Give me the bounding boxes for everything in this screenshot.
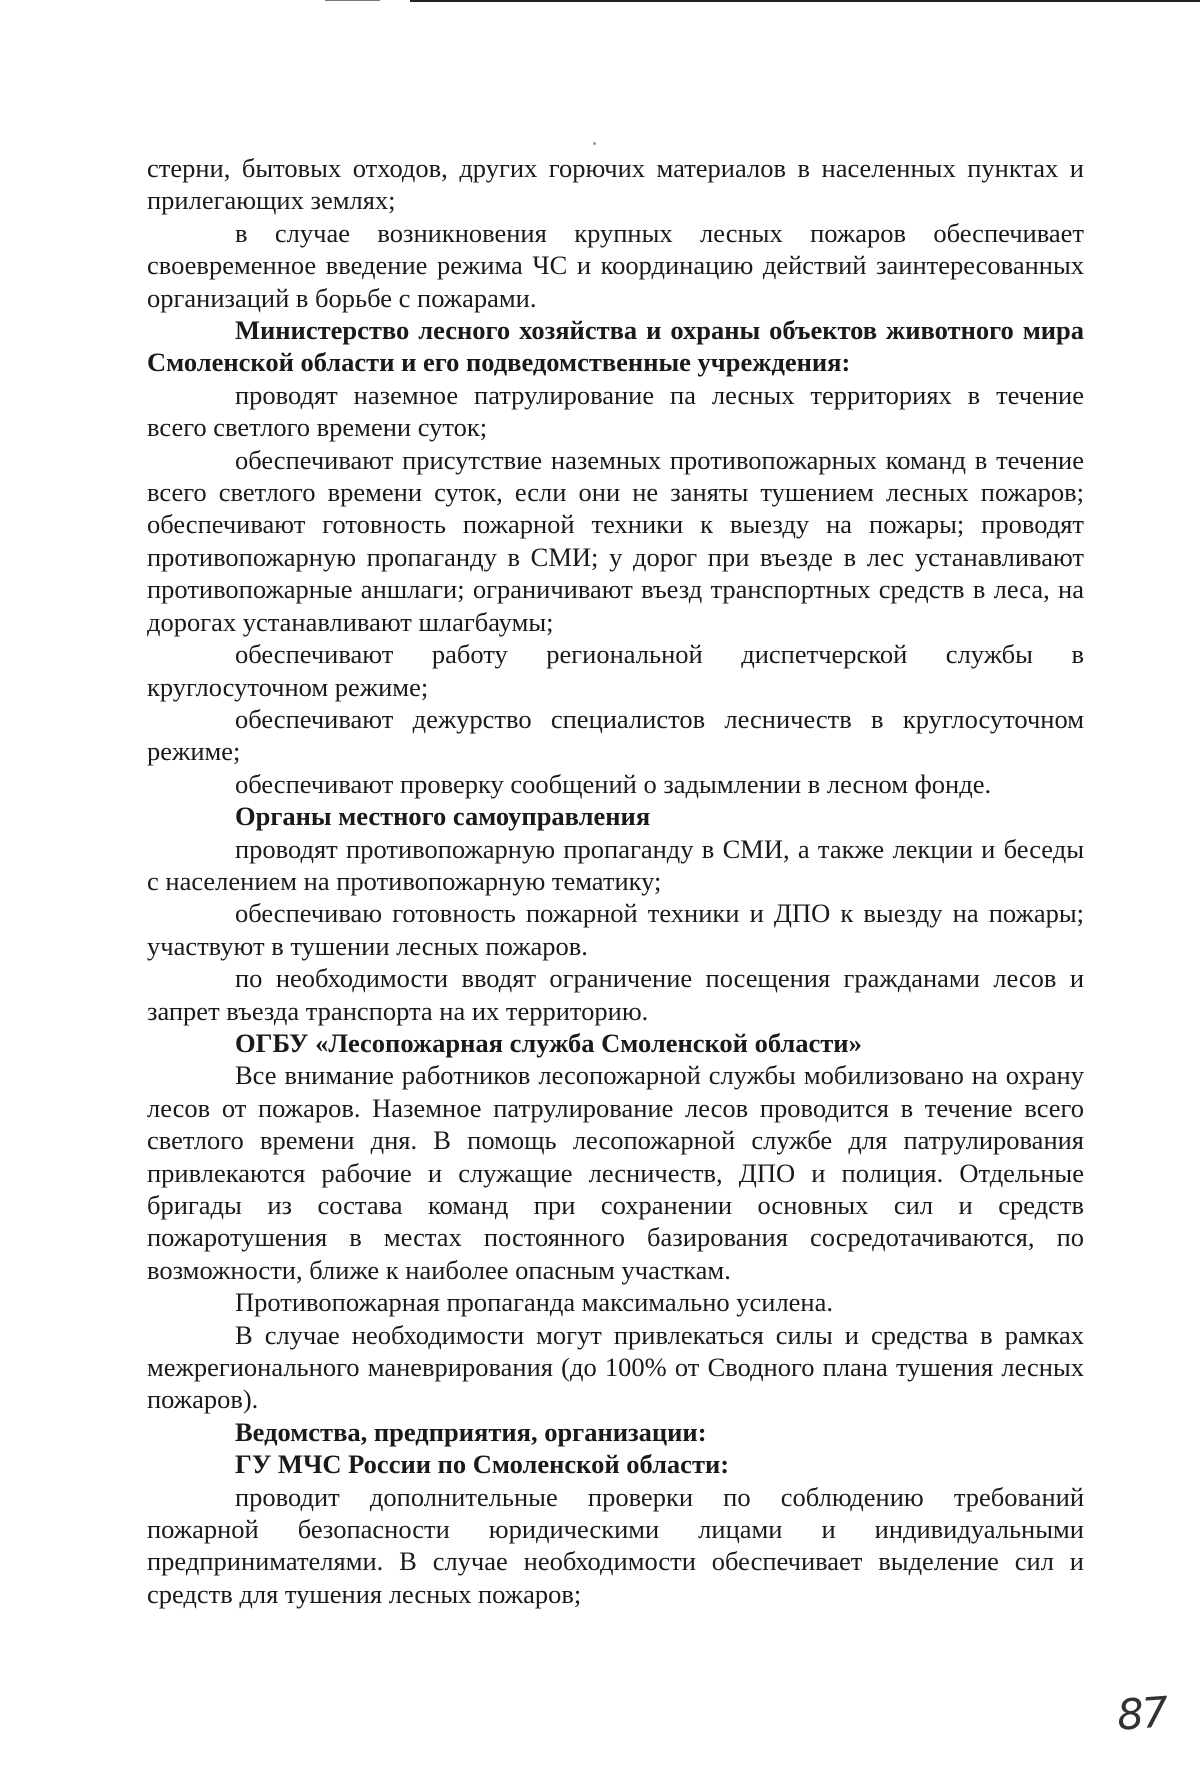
section-heading-emergency-ministry: ГУ МЧС России по Смоленской области: [235,1449,730,1480]
paragraph: проводят наземное патрулирование па лесных территориях в течение всего светлого времени суток; [147,379,1084,443]
section-heading-agencies: Ведомства, предприятия, организации: [235,1416,707,1447]
paragraph: обеспечивают проверку сообщений о задымлении в лесном фонде. [235,768,992,799]
paragraph-continuation: стерни, бытовых отходов, других горючих материалов в населенных пунктах и прилегающих землях; [147,153,1084,216]
paragraph: обеспечиваю готовность пожарной техники и ДПО к выезду на пожары; участвуют в тушении лесных пожаров. [147,898,1084,961]
section-heading-ministry: Министерство лесного хозяйства и охраны объектов животного мира Смоленской области и его подведомственные учреждения: [147,315,1084,378]
scan-artifact-line-left [325,0,380,1]
paragraph: по необходимости вводят ограничение посещения гражданами лесов и запрет въезда транспорта на их территорию. [147,963,1084,1026]
paragraph: обеспечивают дежурство специалистов лесничеств в круглосуточном режиме; [147,703,1084,767]
paragraph: обеспечивают присутствие наземных противопожарных команд в течение всего светлого времени суток, если они не заняты тушением лесных пожаров; обеспечивают готовность пожарной техники к выезду на пожары; проводят противопожарную пропаганду в СМИ; у дорог при въезде в лес устанавливают противопожарные аншлаги; ограничивают въезд транспортных средств в леса, на дорогах устанавливают шлагбаумы; [147,444,1084,637]
paragraph: В случае необходимости могут привлекаться силы и средства в рамках межрегионального маневрирования (до 100% от Сводного плана тушения лесных пожаров). [147,1319,1084,1415]
paragraph: Противопожарная пропаганда максимально усилена. [235,1287,833,1318]
paragraph: Все внимание работников лесопожарной службы мобилизовано на охрану лесов от пожаров. Наземное патрулирование лесов проводится в течение всего светлого времени дня. В помощь лесопожарной службе для патрулирования привлекаются рабочие и служащие лесничеств, ДПО и полиция. Отдельные бригады из состава команд при сохранении основных сил и средств пожаротушения в местах постоянного базирования сосредотачиваются, по возможности, ближе к наиболее опасным участкам. [147,1060,1084,1285]
paragraph: проводят противопожарную пропаганду в СМИ, а также лекции и беседы с населением на противопожарную тематику; [147,833,1084,896]
paragraph: обеспечивают работу региональной диспетчерской службы в круглосуточном режиме; [147,639,1084,702]
scan-artifact-line [410,0,1200,2]
document-body [147,152,1084,1610]
section-heading-local-government: Органы местного самоуправления [235,801,651,832]
handwritten-page-number: 87 [1114,1687,1168,1740]
paragraph: в случае возникновения крупных лесных пожаров обеспечивает своевременное введение режима ЧС и координацию действий заинтересованных организаций в борьбе с пожарами. [147,217,1084,313]
paragraph: проводит дополнительные проверки по соблюдению требований пожарной безопасности юридическими лицами и индивидуальными предпринимателями. В случае необходимости обеспечивает выделение сил и средств для тушения лесных пожаров; [147,1481,1084,1609]
scan-speck [593,142,596,145]
section-heading-fire-service: ОГБУ «Лесопожарная служба Смоленской области» [235,1027,862,1058]
